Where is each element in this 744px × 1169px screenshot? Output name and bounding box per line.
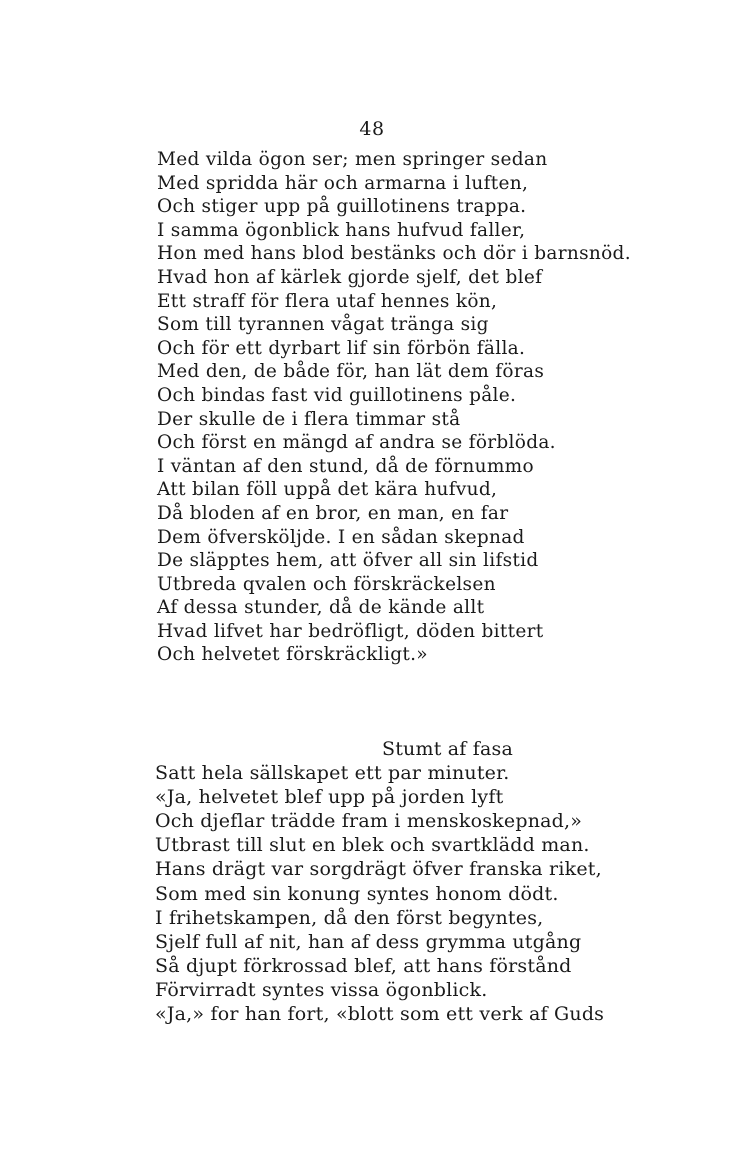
verse-line: Ett straff för flera utaf hennes kön, [157,290,498,312]
verse-line: Och stiger upp på guillotinens trappa. [157,196,527,218]
verse-line: Sjelf full af nit, han af dess grymma utgång [155,930,582,953]
verse-line: Som till tyrannen vågat tränga sig [157,314,489,336]
verse-line: Och djeflar trädde fram i menskoskepnad,» [155,810,583,833]
verse-line: Så djupt förkrossad blef, att hans förstånd [155,954,572,977]
verse-line: I frihetskampen, då den först begyntes, [155,906,544,929]
verse-line: Dem öfversköljde. I en sådan skepnad [157,526,525,548]
verse-line: Hvad lifvet har bedröfligt, döden bittert [157,620,544,642]
verse-line: I väntan af den stund, då de förnummo [157,455,534,477]
verse-line: De släpptes hem, att öfver all sin lifstid [157,550,539,572]
verse-line-indented: Stumt af fasa [382,738,514,760]
verse-line: Af dessa stunder, då de kände allt [157,597,485,619]
page-number: 48 [359,118,385,140]
verse-line: «Ja, helvetet blef upp på jorden lyft [155,786,504,809]
verse-line: Förvirradt syntes vissa ögonblick. [155,978,488,1001]
verse-line: Och för ett dyrbart lif sin förbön fälla. [157,337,526,359]
verse-line: Och helvetet förskräckligt.» [157,644,428,666]
verse-line: Utbreda qvalen och förskräckelsen [157,573,496,595]
verse-line: Som med sin konung syntes honom dödt. [155,882,559,905]
verse-line: Med vilda ögon ser; men springer sedan [157,149,548,170]
verse-line: Satt hela sällskapet ett par minuter. [155,762,510,785]
verse-line: «Ja,» for han fort, «blott som ett verk af Guds [155,1003,605,1026]
verse-line: Då bloden af en bror, en man, en far [157,502,509,524]
verse-line: Och bindas fast vid guillotinens påle. [157,384,517,406]
verse-line: Utbrast till slut en blek och svartklädd man. [155,834,590,857]
verse-line: Hon med hans blod bestänks och dör i barnsnöd. [157,243,631,265]
poem-stanza-1 [157,148,631,667]
verse-line: Hans drägt var sorgdrägt öfver franska riket, [155,858,602,881]
verse-line: Med spridda här och armarna i luften, [157,172,529,194]
verse-line: I samma ögonblick hans hufvud faller, [157,219,526,241]
poem-stanza-2 [155,737,604,1026]
verse-line: Med den, de både för, han lät dem föras [157,361,545,383]
verse-line: Och först en mängd af andra se förblöda. [157,432,556,454]
verse-line: Der skulle de i flera timmar stå [157,408,461,430]
verse-line: Att bilan föll uppå det kära hufvud, [157,479,498,501]
verse-line: Hvad hon af kärlek gjorde sjelf, det blef [157,266,543,288]
